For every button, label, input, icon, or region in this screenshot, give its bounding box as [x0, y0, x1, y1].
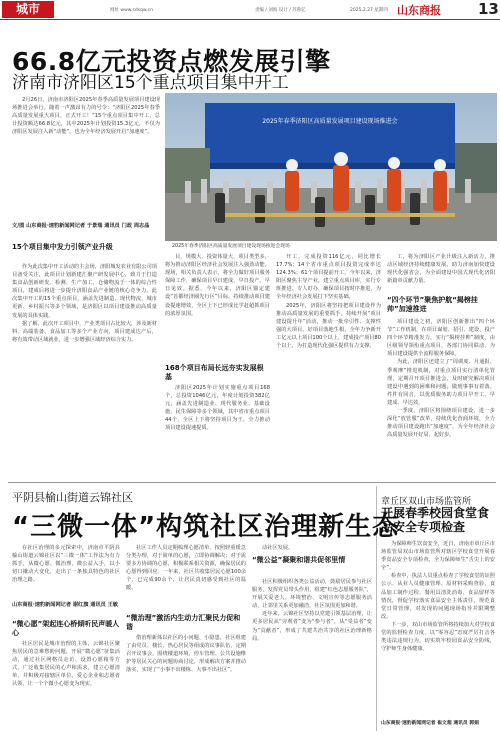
story1-col3 — [276, 253, 381, 478]
story1-col4-p1: 工，将为济阳区产业升级注入新活力，推动区域经济持续健康发展，助力济南加快建设现代化强省会，为全面建设中国式现代化济阳新篇章贡献力量。 — [387, 254, 495, 285]
story1-col4a — [387, 253, 495, 293]
header-rule — [0, 19, 500, 20]
story2-col1 — [12, 640, 120, 732]
story3-p1: 为保障师生饮食安全，近日，济南市章丘区市场监管局双山市场监管所对辖区学校食堂开展春季食品安全专项检查，全力保障师生“舌尖上的安全”。 — [381, 541, 495, 572]
story1-col4-p2: 项目建设之初，济阳区创新推出“四个环节”工作机制，在项目谋划、招引、建设、投产四个环节精准发力，实行“揭榜挂帅”制度，由区级领导领衔重点项目，各部门协同联动，为项目建设提供全流程服务保障。 — [387, 319, 495, 358]
story1-byline: 文/图 山东商报·速豹新闻网记者 于景瑞 通讯员 门政 周志晶 — [12, 223, 150, 229]
page-header — [0, 0, 500, 20]
section-tag: 城市 — [2, 1, 54, 18]
story3-p3: 下一步，双山市场监管所将持续加大对学校食堂的监督检查力度，以“零容忍”态度严厉打击各类违法违规行为，切实筑牢校园食品安全防线，守护师生身体健康。 — [381, 621, 495, 653]
story2-col2b — [126, 634, 246, 732]
story3-p2: 检查中，执法人员重点检查了学校食堂的证照公示、从业人员健康管理、原材料采购查验、食品加工制作过程、餐用具清洗消毒、食品留样等情况，督促学校落实食品安全主体责任，规范食堂日常管理，对发现的问题现场指导并限期整改。 — [381, 573, 495, 620]
story2-heading-2-text: “微治理”激活内生动力汇聚民力促和谐 — [126, 614, 241, 631]
story2-col3b — [252, 578, 372, 732]
story1-heading-3 — [387, 296, 495, 314]
story2-heading-1-text: “微心愿”架起连心桥倾听民声暖人心 — [12, 620, 120, 637]
story1-col1 — [12, 263, 157, 477]
story1-col2b — [165, 384, 270, 478]
story1-lead — [12, 96, 160, 220]
section-divider — [8, 482, 496, 483]
story2-col3-p1: 动社区发展。 — [262, 545, 294, 551]
story1-col4b — [387, 318, 495, 478]
story3-pretitle: 章丘区双山市场监管所 — [381, 497, 472, 507]
story1-subtitle: 济南市济阳区15个重点项目集中开工 — [12, 73, 289, 93]
story1-photo — [165, 93, 497, 241]
story2-heading-3-text: “微公益”凝聚和谐共促邻里情 — [252, 556, 346, 564]
story2-byline: 山东商报·速豹新闻网记者 谢红旗 通讯员 王敏 — [12, 602, 118, 608]
story1-col4-p3: 为此，济阳区还建立了“周调度、月通报、季观摩”推进机制，对重点项目实行清单化管理，定期召开项目推进会，及时研究解决项目建设中遇到的困难和问题，做到事事有着落、件件有回音，以优质服务助力项目早开工、早建成、早达效。 — [387, 359, 495, 406]
story1-heading-2 — [165, 364, 270, 382]
header-website: 网址 www.sdsqw.cn — [110, 8, 153, 13]
story3-body — [381, 540, 495, 720]
story2-heading-1 — [12, 620, 120, 638]
story1-col3-p1: 开工，完成投资116亿元，同比增长17.7%；14个省市重点项目投资完成率达124.3%；61个项目提前开工。今年以来，济阳区聚焦主导产业，建立重点项目库，实行专班推进、专人盯办，确保项目按时序推进，为全年经济社会发展打下坚实基础。 — [276, 254, 381, 301]
story1-heading-3-text: “四个环节”聚焦护航“揭榜挂帅”加速推进 — [387, 296, 478, 313]
story1-col2-p1: 目，规模大、投资体量大、项目类型多，将为推动济阳区经济社会发展注入强劲动能。现场，相关负责人表示，将全力做好项目服务保障工作，确保项目早日建成、早日投产、早日见效。据悉，今年以来，济阳区锚定建设“首都经济圈先行区”目标，持续推动项目建设提速增效，全区上下已形成比学赶超抓项目的浓厚氛围。 — [165, 254, 270, 317]
story3-byline: 山东商报·速豹新闻网记者 崔文超 通讯员 郭娟 — [381, 721, 479, 726]
page-number: 13 — [478, 0, 499, 18]
header-editor: 责编 / 刘海 设计 / 苏鲁亿 — [255, 8, 306, 13]
story2-title: “三微一体”构筑社区治理新生态 — [12, 512, 400, 542]
header-date: 2025.2.27 星期四 — [350, 8, 388, 13]
story2-col2-p2: 借治理新体以社区的小问题、小隐患，社区组建了由党员、楼长、热心居民等组成的议事队伍，定期召开议事会，围绕楼道环境、停车管理、公共设施维护等居民关心的问题协商讨论，形成解决方案并推动落实，实现了“小事不出楼栋、大事不出社区”。 — [126, 635, 246, 674]
story1-heading-1-text: 15个项目集中发力引领产业升级 — [12, 243, 113, 251]
story2-heading-2 — [126, 614, 246, 632]
story2-col3-p3: 近年来，云锦社区坚持以党建引领基层治理，让更多居民从“旁观者”变为“参与者”，从“受益者”变为“贡献者”，形成了共建共治共享的社区治理新格局。 — [252, 611, 372, 642]
story2-lead — [12, 544, 120, 600]
story2-col2-p1: 社区工作人员定期梳理心愿清单，按照轻重缓急分类办理，对于简单的心愿，立即协调解决；对于需要多方协调的心愿，积极联系相关资源，确保居民的心愿得到回应。一年来，社区共收集居民心愿100余个，已完成90余个，让居民真切感受到社区的温暖。 — [126, 545, 246, 592]
story2-pretitle: 平阴县榆山街道云锦社区 — [12, 491, 133, 504]
story1-lead-text: 2月26日，济南市济阳区2025年春季高质量发展项目建设现场推进会举行。随着一声激昂有力的号令：“济阳区2025年春季高质量发展重大项目，正式开工！”15个重点项目集中开工，总计投资额达66.8亿元，其中2025年计划投资15.3亿元，不仅为济阳区发展注入新“动能”，也为全年经济发展开启“加速度”。 — [12, 97, 160, 136]
story1-col1-p2: 据了解，此次开工项目中，产业类项目占比较大，涉及新材料、高端装备、食品加工等多个产业方向，项目建成达产后，将有效带动区域就业，进一步增强区域经济综合实力。 — [12, 320, 157, 343]
story2-col3-p2: 社区积极组织各类公益活动，鼓励居民参与社区服务，发挥党员带头作用，组建“红色志愿服务队”，开展关爱老人、环境整治、文明宣传等志愿服务活动，让邻里关系更加融洽，社区氛围更加和谐。 — [252, 579, 372, 610]
story1-heading-1 — [12, 243, 157, 252]
story1-title: 66.8亿元投资点燃发展引擎 — [12, 47, 331, 76]
story2-col1-p1: 社区居民是城市治理的主体，云锦社区聚焦居民的急难愁盼问题，开展“微心愿”征集活动，通过社区网格员走访、设置心愿箱等方式，广泛收集居民的心声和需求，建立心愿清单，并积极对接辖区单位、爱心企业和志愿者认领，让一个个微小心愿变为现实。 — [12, 641, 120, 688]
story1-heading-2-text: 168个项目布局长远夯实发展根基 — [165, 364, 264, 381]
photo-sign-text: 2025年春季济阳区高质量发展项目建设现场推进会 — [262, 118, 398, 125]
paper-name: 山东商报 — [397, 4, 441, 17]
story1-col4-p4: 一季度，济阳区将围绕项目建设，进一步深化“放管服”改革，持续优化营商环境，全力推动项目建设跑出“加速度”，为全年经济社会高质量发展开好局、起好步。 — [387, 408, 495, 439]
story1-col2 — [165, 253, 270, 361]
story1-photo-caption: 2025年春季济阳区高质量发展项目建设现场推进会现场 — [172, 244, 290, 249]
story2-col2 — [126, 544, 246, 612]
story2-col3a — [252, 544, 372, 554]
story2-heading-3 — [252, 556, 372, 565]
story1-col1-p1: 作为此次集中开工活动的主会场，济阳城发农业有限公司项目备受关注，此项目计划新建汇聚产研发展中心，致力于打造集食品创新研发、检测、生产加工、仓储物流于一体的综合性项目，建成后将进一步提升济阳食品产业链的核心竞争力。此次集中开工的15个重点项目，涵盖先进制造、现代物流、城市更新、乡村振兴等多个领域，是济阳区以项目建设推动高质量发展的具体实践。 — [12, 264, 157, 319]
story1-col2-p2: 济阳区2025年计划实施重点项目168个，总投资1046亿元，年度计划投资382亿元，涵盖先进制造业、现代服务业、基础设施、民生保障等多个领域，其中省市重点项目44个，全区上下将坚持项目为王，全力推动项目建设提速提质。 — [165, 385, 270, 432]
story2-lead-text: 在社区治理的多元探索中，济南市平阴县榆山街道云锦社区以“三微一体”工作法为有力抓手，从微心愿、微治理、微公益入手，以小切口撬动大变化，走出了一条独具特色的社区治理之路。 — [12, 545, 120, 584]
story3-title: 开展春季校园食堂食品安全专项检查 — [381, 506, 490, 534]
construction-ceremony-image — [165, 93, 497, 241]
story1-col3-p2: 2025年，济阳区将坚持把项目建设作为推动高质量发展的重要抓手，持续开展“项目建设提升年”活动，推动一批牵引性、支撑性强的大项目、好项目落地生根，全年力争新开工亿元以上项目100个以上，建成投产项目80个以上，为打造现代化强区提供有力支撑。 — [276, 302, 381, 350]
